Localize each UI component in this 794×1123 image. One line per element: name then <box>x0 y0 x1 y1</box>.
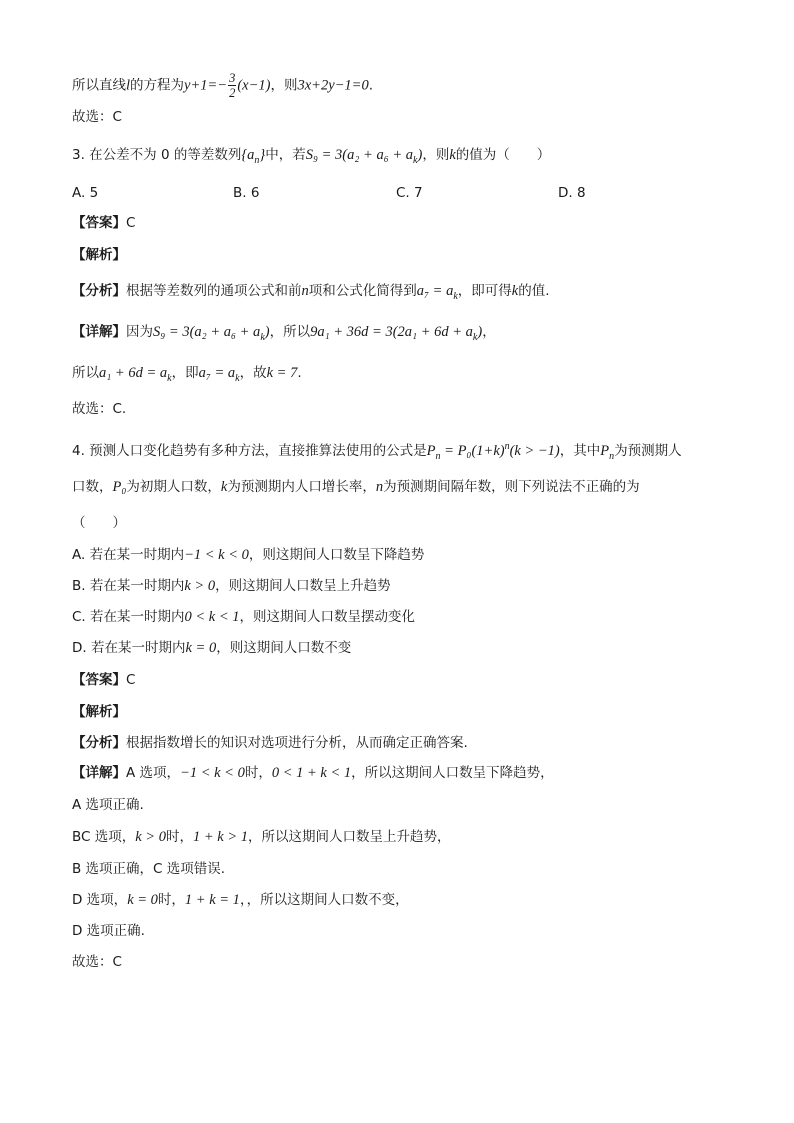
math-expr <box>416 283 458 302</box>
math-expr: k = 0 <box>127 892 158 908</box>
text: D. 若在某一时期内 <box>72 640 186 656</box>
math-expr: 0 < 1 + k < 1 <box>271 765 352 781</box>
text: ， <box>482 324 496 340</box>
text-line-26 <box>72 891 409 909</box>
q4-option-a <box>72 546 424 564</box>
text: 为预测期人 <box>614 442 682 459</box>
text-line-28: 故选：C <box>72 954 122 970</box>
q4-option-d <box>72 639 351 657</box>
text: ，，所以这期间人口数不变， <box>239 892 409 908</box>
text: ，则 <box>270 77 298 94</box>
fraction <box>228 71 236 100</box>
answer-value: C <box>126 672 136 688</box>
xiangjie-tag: 【详解】 <box>72 324 126 340</box>
xiangjie-3 <box>72 323 496 347</box>
q3-option-d: D. 8 <box>558 185 586 201</box>
text-line-1 <box>72 71 373 100</box>
text: BC 选项， <box>72 829 136 845</box>
text: ，即 <box>171 365 199 381</box>
math-var: n <box>301 283 309 299</box>
text-line-2: 故选：C <box>72 109 122 125</box>
math-part: S₉ = 3(a₂ + a₆ + a <box>305 147 414 163</box>
math-part: ) <box>477 324 483 340</box>
text: C. 若在某一时期内 <box>72 609 185 625</box>
math-part: P <box>426 442 436 459</box>
text: ，则这期间人口数呈下降趋势 <box>248 547 425 563</box>
math-expr: −1 < k < 0 <box>184 547 249 563</box>
text: 的值为（ ） <box>455 147 551 163</box>
text: ，所以这期间人口数呈下降趋势， <box>351 765 554 781</box>
math-part: a₁ + 6d = a <box>99 365 168 381</box>
question-4 <box>72 438 682 466</box>
text: 口数， <box>72 479 113 495</box>
math-expr: k > 0 <box>135 829 166 845</box>
math-expr: 3x+2y−1=0 <box>297 77 369 94</box>
fenxi-tag: 【分析】 <box>72 735 126 751</box>
subscript: k <box>413 154 418 166</box>
math-part: } <box>259 147 266 163</box>
math-expr: (x−1) <box>237 77 271 94</box>
answer-tag: 【答案】 <box>72 215 126 231</box>
subscript: n <box>254 154 260 166</box>
q3-option-a: A. 5 <box>72 185 99 201</box>
superscript: n <box>504 441 510 452</box>
math-expr: 0 < k < 1 <box>184 609 240 625</box>
text-line-9 <box>72 364 302 388</box>
text: 项和公式化简得到 <box>308 283 417 299</box>
text: 根据等差数列的通项公式和前 <box>126 283 302 299</box>
math-expr <box>153 324 270 343</box>
text: 中，若 <box>265 147 306 163</box>
text: A. 若在某一时期内 <box>72 547 185 563</box>
text: . <box>368 77 373 94</box>
subscript: k <box>453 290 458 302</box>
math-expr <box>310 324 483 343</box>
math-var: k <box>449 147 456 163</box>
xiangjie-tag: 【详解】 <box>72 765 126 781</box>
text: ，即可得 <box>457 283 512 299</box>
q3-option-b: B. 6 <box>233 185 260 201</box>
math-expr: k = 0 <box>185 640 217 656</box>
math-var: n <box>375 479 384 495</box>
text: ，则这期间人口数呈摆动变化 <box>239 609 416 625</box>
text: . <box>297 365 302 381</box>
subscript: k <box>260 331 265 343</box>
q3-option-c: C. 7 <box>396 185 423 201</box>
text-line-24 <box>72 828 451 846</box>
math-expr: k = 7 <box>266 365 298 381</box>
text: ，所以 <box>269 324 311 340</box>
text-line-10: 故选：C. <box>72 401 127 417</box>
text: 的方程为 <box>130 77 185 94</box>
math-var: P₀ <box>112 479 127 495</box>
text: 时， <box>165 829 193 845</box>
math-expr <box>99 365 172 384</box>
text: 的值. <box>518 283 550 299</box>
math-var: k <box>220 479 228 495</box>
text: B. 若在某一时期内 <box>72 578 185 594</box>
subscript: n <box>435 450 441 462</box>
question-4-line-3: （ ） <box>72 515 126 531</box>
text: 为预测期内人口增长率， <box>227 479 376 495</box>
math-cond <box>305 147 423 166</box>
text: ，其中 <box>559 442 601 459</box>
text: 所以 <box>72 365 99 381</box>
text: 时， <box>157 892 185 908</box>
text: 根据指数增长的知识对选项进行分析，从而确定正确答案. <box>126 735 468 751</box>
math-expr: 1 + k = 1 <box>184 892 240 908</box>
answer-3 <box>72 214 135 232</box>
text: 因为 <box>126 324 153 340</box>
math-var: l <box>126 77 131 94</box>
fenxi-4 <box>72 734 468 752</box>
math-expr: k > 0 <box>184 578 216 594</box>
analysis-tag-4: 【解析】 <box>72 704 126 720</box>
subscript: k <box>235 372 240 384</box>
math-part: {a <box>241 147 255 163</box>
math-part: a₇ = a <box>416 283 454 299</box>
subscript: k <box>472 331 478 343</box>
math-part: P <box>600 442 610 459</box>
text: ，则这期间人口数呈上升趋势 <box>215 578 391 594</box>
subscript: k <box>167 372 172 384</box>
question-3 <box>72 146 550 170</box>
text: D 选项， <box>72 892 128 908</box>
math-part: S₉ = 3(a₂ + a₆ + a <box>153 324 261 340</box>
answer-4 <box>72 671 135 689</box>
text: ，则 <box>422 147 450 163</box>
text: 时， <box>244 765 272 781</box>
text: ，则这期间人口数不变 <box>216 640 352 656</box>
math-var <box>600 442 615 462</box>
text: 4. 预测人口变化趋势有多种方法，直接推算法使用的公式是 <box>72 442 427 459</box>
math-expr: −1 < k < 0 <box>180 765 245 781</box>
math-expr: y+1=− <box>184 77 228 94</box>
math-part: ) <box>264 324 270 340</box>
question-4-line-2 <box>72 478 640 496</box>
math-part: a₇ = a <box>198 365 236 381</box>
fraction-numerator: 3 <box>229 71 236 85</box>
text: A 选项， <box>126 765 181 781</box>
math-seq <box>241 147 266 166</box>
math-formula <box>426 441 560 462</box>
text: 为预测期间隔年数，则下列说法不正确的为 <box>383 479 640 495</box>
fenxi-tag: 【分析】 <box>72 283 126 299</box>
text: ，所以这期间人口数呈上升趋势， <box>248 829 451 845</box>
fenxi-3 <box>72 282 550 306</box>
answer-value: C <box>126 215 136 231</box>
text: 所以直线 <box>72 77 126 94</box>
text: ，故 <box>239 365 267 381</box>
text-line-23: A 选项正确. <box>72 797 144 813</box>
math-part: = P₀(1+k) <box>440 442 505 459</box>
xiangjie-4 <box>72 764 554 782</box>
q4-option-c <box>72 608 415 626</box>
text: 3. 在公差不为 0 的等差数列 <box>72 147 242 163</box>
math-part: 9a₁ + 36d = 3(2a₁ + 6d + a <box>310 324 473 340</box>
q4-option-b <box>72 577 391 595</box>
math-var: k <box>511 283 519 299</box>
text-line-25: B 选项正确，C 选项错误. <box>72 861 226 877</box>
answer-tag: 【答案】 <box>72 672 126 688</box>
math-expr: 1 + k > 1 <box>192 829 248 845</box>
math-part: (k > −1) <box>509 442 560 459</box>
fraction-denominator: 2 <box>229 86 236 100</box>
text: 为初期人口数， <box>126 479 221 495</box>
text-line-27: D 选项正确. <box>72 923 145 939</box>
math-expr <box>198 365 240 384</box>
analysis-tag-3: 【解析】 <box>72 247 126 263</box>
subscript: n <box>609 450 615 462</box>
math-part: ) <box>417 147 423 163</box>
